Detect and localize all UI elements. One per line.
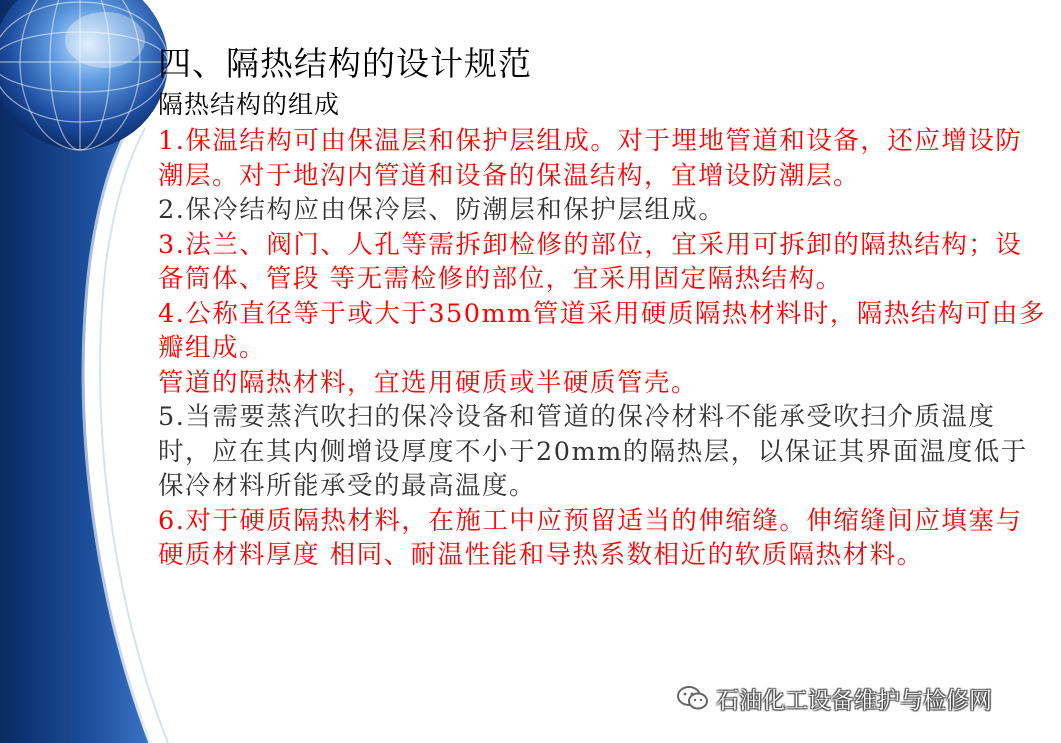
paragraph-4: 4.公称直径等于或大于350mm管道采用硬质隔热材料时，隔热结构可由多瓣组成。 — [158, 298, 1046, 363]
section-subtitle: 隔热结构的组成 — [158, 90, 341, 119]
paragraph-3: 3.法兰、阀门、人孔等需拆卸检修的部位，宜采用可拆卸的隔热结构；设备筒体、管段 等无需检修的部位，宜采用固定隔热结构。 — [158, 229, 1023, 294]
wechat-icon — [676, 684, 710, 712]
watermark-text: 石油化工设备维护与检修网 — [716, 687, 992, 714]
paragraph-6: 6.对于硬质隔热材料，在施工中应预留适当的伸缩缝。伸缩缝间应填塞与硬质材料厚度 相同、耐温性能和导热系数相近的软质隔热材料。 — [158, 505, 1023, 570]
paragraph-2: 2.保冷结构应由保冷层、防潮层和保护层组成。 — [158, 195, 726, 225]
globe-icon — [0, 0, 168, 150]
slide-content — [158, 40, 1048, 573]
slide-title: 四、隔热结构的设计规范 — [158, 44, 532, 83]
paragraph-1: 1.保温结构可由保温层和保护层组成。对于埋地管道和设备，还应增设防潮层。对于地沟内管道和设备的保温结构，宜增设防潮层。 — [158, 126, 1023, 191]
paragraph-5: 5.当需要蒸汽吹扫的保冷设备和管道的保冷材料不能承受吹扫介质温度时，应在其内侧增设厚度不小于20mm的隔热层，以保证其界面温度低于保冷材料所能承受的最高温度。 — [158, 402, 1028, 501]
paragraph-4-note: 管道的隔热材料，宜选用硬质或半硬质管壳。 — [158, 367, 699, 398]
watermark — [676, 680, 992, 716]
